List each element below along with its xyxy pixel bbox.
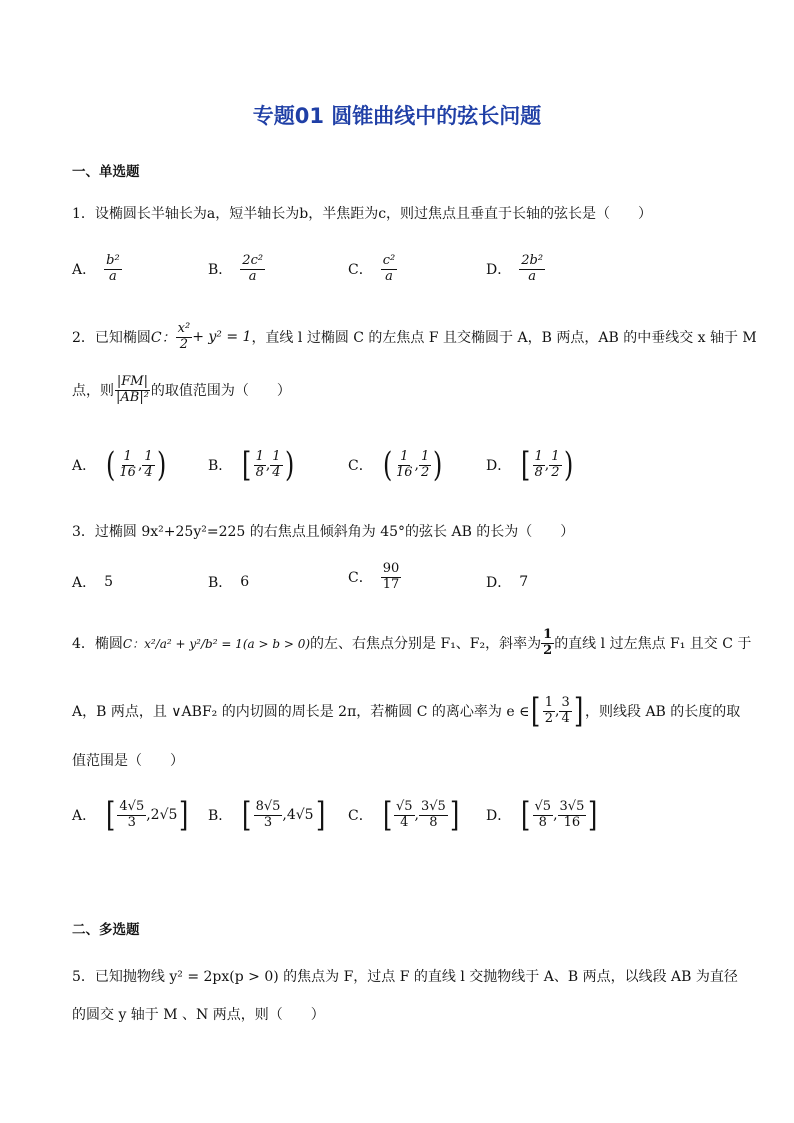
q2-option-c: C． ( $\frac{1}{16}$ , $\frac{1}{2}$ ) — [348, 445, 443, 485]
q1-option-d: D． $\frac{\text{2b²}}{a}$ — [486, 253, 544, 284]
q3-option-c: C． $\frac{90}{17}$ — [348, 561, 400, 592]
q4-option-b: B． [ $\frac{8√5}{3}$ , 4√5 ] — [208, 795, 325, 835]
question-3-stem: 3．过椭圆 9x²+25y²=225 的右焦点且倾斜角为 45°的弦长 AB 的长为（ ） — [72, 524, 575, 540]
q1-option-a: A． $\frac{\text{b²}}{a}$ — [72, 253, 120, 284]
question-2-stem-line2: 点，则 $\frac{|FM|}{\text{|AB|²}}$ 的取值范围为（ ） — [72, 374, 291, 405]
section-heading-single-choice: 一、单选题 — [72, 164, 140, 180]
q2-option-b: B． [ $\frac{1}{8}$ , $\frac{1}{4}$ ) — [208, 445, 294, 485]
question-5-stem-line2: 的圆交 y 轴于 M 、N 两点，则（ ） — [72, 1007, 325, 1023]
q3-option-d: D． 7 — [486, 574, 529, 591]
q4-option-c: C． [ $\frac{√5}{4}$ , $\frac{3√5}{8}$ ] — [348, 795, 460, 835]
question-5-stem-line1: 5．已知抛物线 y² = 2px(p > 0) 的焦点为 F，过点 F 的直线 l 交抛物线于 A、B 两点，以线段 AB 为直径 — [72, 969, 738, 985]
q2-option-d: D． [ $\frac{1}{8}$ , $\frac{1}{2}$ ) — [486, 445, 573, 485]
q4-option-a: A． [ $\frac{4√5}{3}$ , 2√5 ] — [72, 795, 189, 835]
question-4-stem-line2: A，B 两点，且 ∨ABF₂ 的内切圆的周长是 2π，若椭圆 C 的离心率为 e ∈ [ $\frac{1}{2}$ , $\frac{3}{4}$ ] ，则线段 AB 的长度的取 — [72, 691, 741, 731]
q3-option-a: A． 5 — [72, 574, 114, 591]
q4-option-d: D． [ $\frac{√5}{8}$ , $\frac{3√5}{16}$ ] — [486, 795, 598, 835]
q2-option-a: A． ( $\frac{1}{16}$ , $\frac{1}{4}$ ) — [72, 445, 166, 485]
section-heading-multi-choice: 二、多选题 — [72, 922, 140, 938]
question-4-stem-line1: 4．椭圆 C：x²/a² + y²/b² = 1(a > b > 0) 的左、右焦点分别是 F₁、F₂，斜率为 $\frac{1}{2}$ 的直线 l 过左焦点 F₁ 且交 C 于 — [72, 627, 752, 658]
page-title: 专题01 圆锥曲线中的弦长问题 — [252, 104, 542, 128]
question-1-stem: 1．设椭圆长半轴长为a，短半轴长为b，半焦距为c，则过焦点且垂直于长轴的弦长是（ ） — [72, 206, 653, 222]
q3-option-b: B． 6 — [208, 574, 250, 591]
q1-option-b: B． $\frac{\text{2c²}}{a}$ — [208, 253, 264, 284]
question-2-stem-line1: 2．已知椭圆 C： $\frac{\text{x²}}{2}$ + y² = 1 ，直线 l 过椭圆 C 的左焦点 F 且交椭圆于 A，B 两点，AB 的中垂线交 x 轴于 M — [72, 321, 757, 352]
question-4-stem-line3: 值范围是（ ） — [72, 753, 184, 769]
q1-option-c: C． $\frac{\text{c²}}{a}$ — [348, 253, 396, 284]
